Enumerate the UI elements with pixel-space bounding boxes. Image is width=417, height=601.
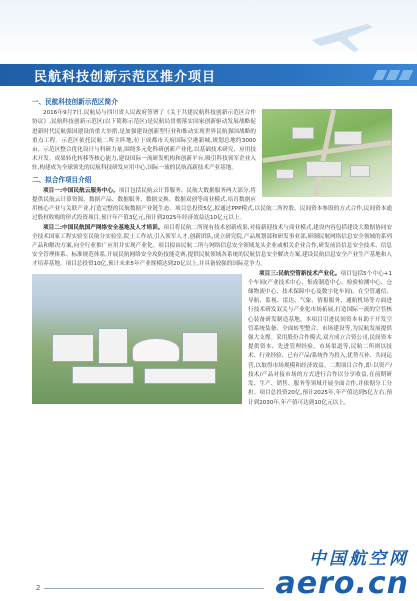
footer-divider — [44, 588, 264, 589]
title-decoration — [375, 70, 411, 80]
project-three-title: 项目三:民航空管新技术产业化。 — [259, 270, 341, 277]
page-number: 2 — [36, 584, 41, 592]
airplane-icon — [307, 10, 377, 60]
section-heading-projects: 二、拟合作项目介绍 — [32, 175, 92, 184]
watermark-en: aero.cn — [275, 566, 409, 601]
zone-aerial-photo — [262, 109, 392, 197]
campus-rendering-photo — [32, 274, 242, 404]
project-two-body: 项目将民航二所现有技术创新成果,对接新迎技术与商业模式,建设内容包括建设大数据协同安全技术国家工程实验室民航分实验室,院士工作站,引入领军人才,创新团队,成立研究院,产品规划部和研发事业部,研制民航网络信息安全领域的系列产品和解决方案,向全行业推广应用并实现产业化。项目拟由民航二所与网络信息安全领域龙头企业或相关企业合作,研发前沿信息安全技术、信息安全管理体系、标准规范体系,开展民航网络安全攻防技能竞赛,提供民航领域各系统的民航信息安全解决方案,建设民航信息安全产业生产基地和人才培养基地。项目总投资10亿,预计未来5年产业规模达到20亿以上,并具备较强的国际竞争力。 — [32, 224, 392, 268]
watermark-cn: 中国航空网 — [309, 549, 409, 569]
project-one-body: 项目包括民航云计算服务、民航大数据服务两大部分,将提供民航云计算资源、数据产品、数据服务、数据交换、数据双创等商业模式,培育数据应用核心产业与关联产业,打造完整的民航数据产业链生态。项目总投资5亿,拟通过PPP模式,以民航二所控股、民间资本参股的方式合作,民间资本通过股权收购的形式投资项目,预计年产值3亿元,预计到2025年经济效益达10亿元以上。 — [32, 187, 392, 222]
project-one-title: 项目一:中国民航云服务中心。 — [43, 187, 119, 194]
section-heading-intro: 一、民航科技创新示范区简介 — [32, 98, 118, 106]
section-title-bar — [0, 64, 417, 86]
project-three-body: 项目包括5个中心+1个车间(产业技术中心、集成制造中心、检验检测中心、仓储物流中心、技术保障中心及数字化车间)。在空管通信、导航、监视、雷达、气象、情报服务、通航机场等方面进行技术研发双关与产业化市场拓展,打造国际一流的空管核心装备研发制造基地。本项目引进民间资本有助于开发空管系统装备、全面转型整合、市场建设等,为民航发展提供强大支撑。采用股份合作模式,双方成立合资公司,民间资本提供资本、先进管理经验、市场渠道等,民航二所则以技术、行业经验、已有产品/系统作为投入,优势互补、共同运营,以取得市场规模和经济效益。二期项目合作,即:以资产/技术/产品对接市场的方式进行合作以分享收益,在前期研发、生产、销售、服务等领域开展全面合作,并依据分工分担。项目总投资20亿,预计2025年,年产值达到5亿左右,预计到2030年,年产值可达到10亿元以上。 — [248, 270, 392, 406]
header-background — [0, 0, 417, 62]
intro-paragraph: 2016年9月7日,民航局与四川省人民政府签署了《关于共建民航科技创新示范区合作协议》,民航科技创新示范区(以下简称示范区)是民航局贯彻落实国家创新驱动发展战略促进新时代民航强国建设的重大举措,是加强建设创新型行业和推动实现世界民航强国战略的重点工程。示范区依托民航二所主阵地,位于成都市天府国际空港新城,规划总地约3000亩。示范区整合优化设计与科研力量,围绕多元化科研创新产业化,以基础技术研究、应用技术开发、成果转化转移等核心能力,建设国际一流研发机构和创新平台,吸引科技领军企业入驻,构建成为全球领先的民航科技研发应用中心,国际一流的民航高新技术产业基地。 — [32, 110, 256, 172]
project-two-paragraph — [32, 224, 392, 270]
project-two-title: 项目二:中国民航国产网络安全基地及人才培训。 — [43, 224, 164, 231]
site-watermark — [275, 544, 409, 599]
page-title: 民航科技创新示范区推介项目 — [34, 70, 217, 85]
article-body — [32, 98, 392, 408]
